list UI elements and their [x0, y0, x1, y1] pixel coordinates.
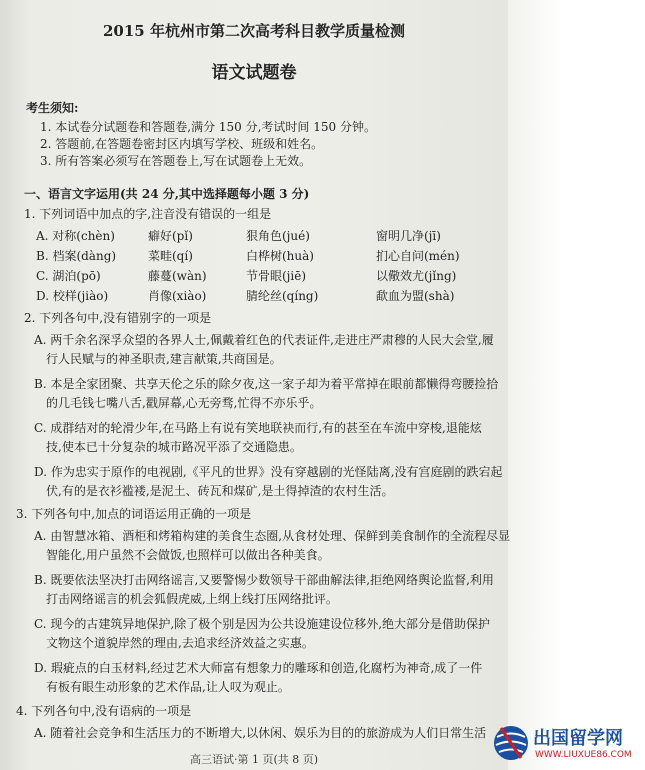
q1-option: 以儆效尤(jǐng) [376, 269, 457, 283]
q1-option: 藤蔓(wàn) [148, 269, 207, 283]
notes-heading: 考生须知: [26, 101, 79, 115]
q2-line: B. 本是全家团聚、共享天伦之乐的除夕夜,这一家子却为着平常掉在眼前都懒得弯腰捡拾 [34, 377, 499, 391]
exam-subtitle: 语文试题卷 [211, 63, 297, 83]
q1-option: 癖好(pǐ) [148, 229, 193, 243]
q3-line: D. 瑕疵点的白玉材料,经过艺术大师富有想象力的雕琢和创造,化腐朽为神奇,成了一件 [34, 661, 483, 675]
watermark-url: WWW.LIUXUE86.COM [535, 750, 632, 760]
q1-option: 腈纶丝(qíng) [246, 289, 319, 303]
q1-option: 扪心自问(mén) [376, 249, 460, 263]
q1-option: D. 校样(jiào) [36, 289, 109, 303]
exam-title: 2015 年杭州市第二次高考科目教学质量检测 [103, 22, 405, 40]
page-footer: 高三语试·第 1 页(共 8 页) [189, 753, 319, 766]
note-item: 1. 本试卷分试题卷和答题卷,满分 150 分,考试时间 150 分钟。 [40, 120, 376, 134]
q1-option: 白桦树(huà) [246, 249, 314, 263]
q3-line: 有板有眼生动形象的艺术作品,让人叹为观止。 [46, 680, 290, 694]
question-stem: 4. 下列各句中,没有语病的一项是 [16, 704, 192, 718]
question-stem: 2. 下列各句中,没有错别字的一项是 [24, 311, 212, 325]
q3-line: C. 现今的古建筑异地保护,除了极个别是因为公共设施建设位移外,绝大部分是借助保护 [34, 617, 491, 631]
question-stem: 1. 下列词语中加点的字,注音没有错误的一组是 [24, 207, 272, 221]
q2-line: D. 作为忠实于原作的电视剧,《平凡的世界》没有穿越剧的光怪陆离,没有宫庭剧的跌宕起 [34, 465, 503, 479]
q1-option: 狠角色(jué) [246, 229, 310, 243]
q2-line: 行人民赋与的神圣职责,建言献策,共商国是。 [46, 352, 282, 366]
q2-line: 的几毛钱七嘴八舌,戳屏幕,心无旁骛,忙得不亦乐乎。 [46, 396, 322, 410]
q1-option: A. 对称(chèn) [36, 229, 115, 243]
question-stem: 3. 下列各句中,加点的词语运用正确的一项是 [16, 507, 252, 521]
q1-option: 歃血为盟(shà) [376, 289, 455, 303]
site-watermark-logo [491, 720, 641, 766]
q2-line: 伏,有的是衣衫褴褛,是泥土、砖瓦和煤矿,是土得掉渣的农村生活。 [46, 484, 394, 498]
q2-line: C. 成群结对的轮滑少年,在马路上有说有笑地联袂而行,有的甚至在车流中穿梭,退能炫 [34, 421, 482, 435]
q1-option: B. 档案(dàng) [36, 249, 117, 263]
watermark-brand: 出国留学网 [533, 728, 623, 749]
q3-line: 文物这个道貌岸然的理由,去追求经济效益之实惠。 [46, 636, 314, 650]
page-margin-bleed [508, 0, 645, 770]
q1-option: 菜畦(qí) [148, 249, 193, 263]
q3-line: B. 既要依法坚决打击网络谣言,又要警惕少数领导干部曲解法律,拒绝网络舆论监督,利用 [34, 573, 494, 587]
section-heading: 一、语言文字运用(共 24 分,其中选择题每小题 3 分) [24, 187, 310, 201]
note-item: 3. 所有答案必须写在答题卷上,写在试题卷上无效。 [40, 154, 312, 168]
q4-line: A. 随着社会竞争和生活压力的不断增大,以休闲、娱乐为目的的旅游成为人们日常生活 [34, 726, 487, 740]
q1-option: 肖像(xiào) [148, 289, 207, 303]
q3-line: 打击网络谣言的机会狐假虎威,上纲上线打压网络批评。 [46, 592, 338, 606]
q3-line: A. 由智慧冰箱、酒柜和烤箱构建的美食生态圈,从食材处理、保鲜到美食制作的全流程尽显 [34, 529, 511, 543]
q1-option: C. 湖泊(pō) [36, 269, 101, 283]
q3-line: 智能化,用户虽然不会做饭,也照样可以做出各种美食。 [46, 548, 330, 562]
q2-line: 技,使本已十分复杂的城市路况平添了交通隐患。 [46, 440, 302, 454]
q1-option: 节骨眼(jiē) [246, 269, 307, 283]
note-item: 2. 答题前,在答题卷密封区内填写学校、班级和姓名。 [40, 137, 324, 151]
q2-line: A. 两千余名深孚众望的各界人士,佩戴着红色的代表证件,走进庄严肃穆的人民大会堂,履 [34, 333, 494, 347]
q1-option: 窗明几净(jī) [376, 229, 441, 243]
